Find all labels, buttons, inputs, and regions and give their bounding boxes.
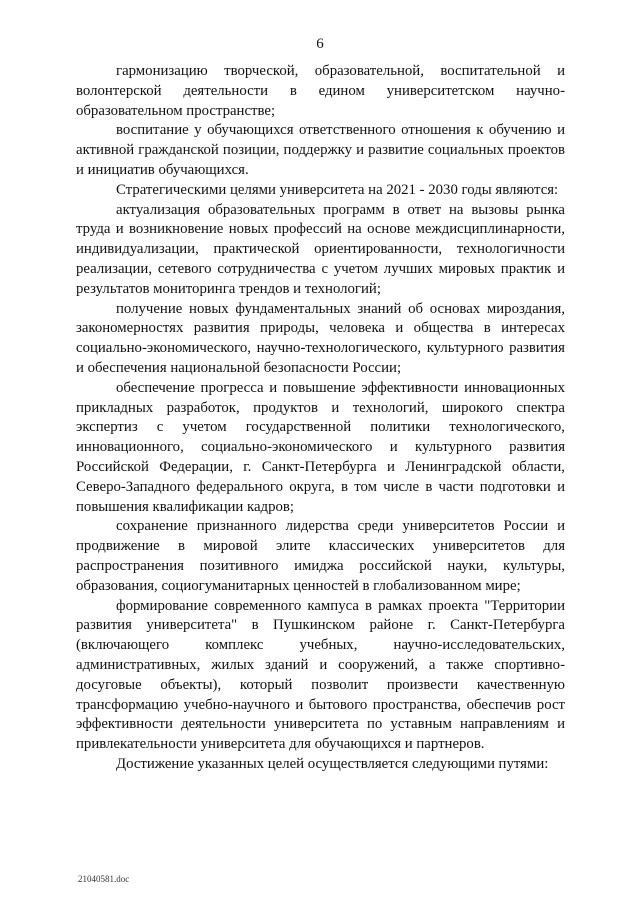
paragraph-fundamental-knowledge: получение новых фундаментальных знаний об основах мироздания, закономерностях развития природы, человека и общества в интересах социально-экономического, научно-технологического, культурного развития и обеспечения национальной безопасности России; bbox=[76, 300, 565, 376]
paragraph-achievement-ways: Достижение указанных целей осуществляется следующими путями: bbox=[116, 755, 549, 772]
paragraph-program-actualization: актуализация образовательных программ в ответ на вызовы рынка труда и возникновение новых профессий на основе междисциплинарности, индивидуализации, практической ориентированности, технологичности реализации, сетевого сотрудничества с учетом лучших мировых практик и результатов мониторинга трендов и технологий; bbox=[76, 201, 565, 297]
paragraph-harmonization: гармонизацию творческой, образовательной, воспитательной и волонтерской деятельности в едином университетском научно-образовательном пространстве; bbox=[76, 63, 565, 119]
paragraph-leadership: сохранение признанного лидерства среди университетов России и продвижение в мировой элите классических университетов для распространения позитивного имиджа российской науки, культуры, образования, социогуманитарных ценностей в глобализованном мире; bbox=[76, 518, 565, 594]
document-body bbox=[76, 62, 565, 775]
paragraph-strategic-goals-intro: Стратегическими целями университета на 2021 - 2030 годы являются: bbox=[116, 181, 559, 198]
paragraph-campus: формирование современного кампуса в рамках проекта "Территории развития университета" в Пушкинском районе г. Санкт-Петербурга (включающего комплекс учебных, научно-исследовательских, административных, жилых зданий и сооружений, а также спортивно-досуговые объекты), который позволит произвести качественную трансформацию учебно-научного и бытового пространства, обеспечив рост эффективности деятельности университета по уставным направлениям и привлекательности университета для обучающихся и партнеров. bbox=[76, 597, 565, 753]
page-number: 6 bbox=[316, 36, 324, 52]
paragraph-innovation-progress: обеспечение прогресса и повышение эффективности инновационных прикладных разработок, продуктов и технологий, широкого спектра экспертиз с учетом государственной политики технологического, инновационного, социально-экономического и культурного развития Российской Федерации, г. Санкт-Петербурга и Ленинградской области, Северо-Западного федерального округа, в том числе в части подготовки и повышения квалификации кадров; bbox=[76, 379, 565, 515]
file-footer: 21040581.doc bbox=[78, 874, 130, 884]
paragraph-upbringing: воспитание у обучающихся ответственного отношения к обучению и активной гражданской позиции, поддержку и развитие социальных проектов и инициатив обучающихся. bbox=[76, 122, 565, 178]
